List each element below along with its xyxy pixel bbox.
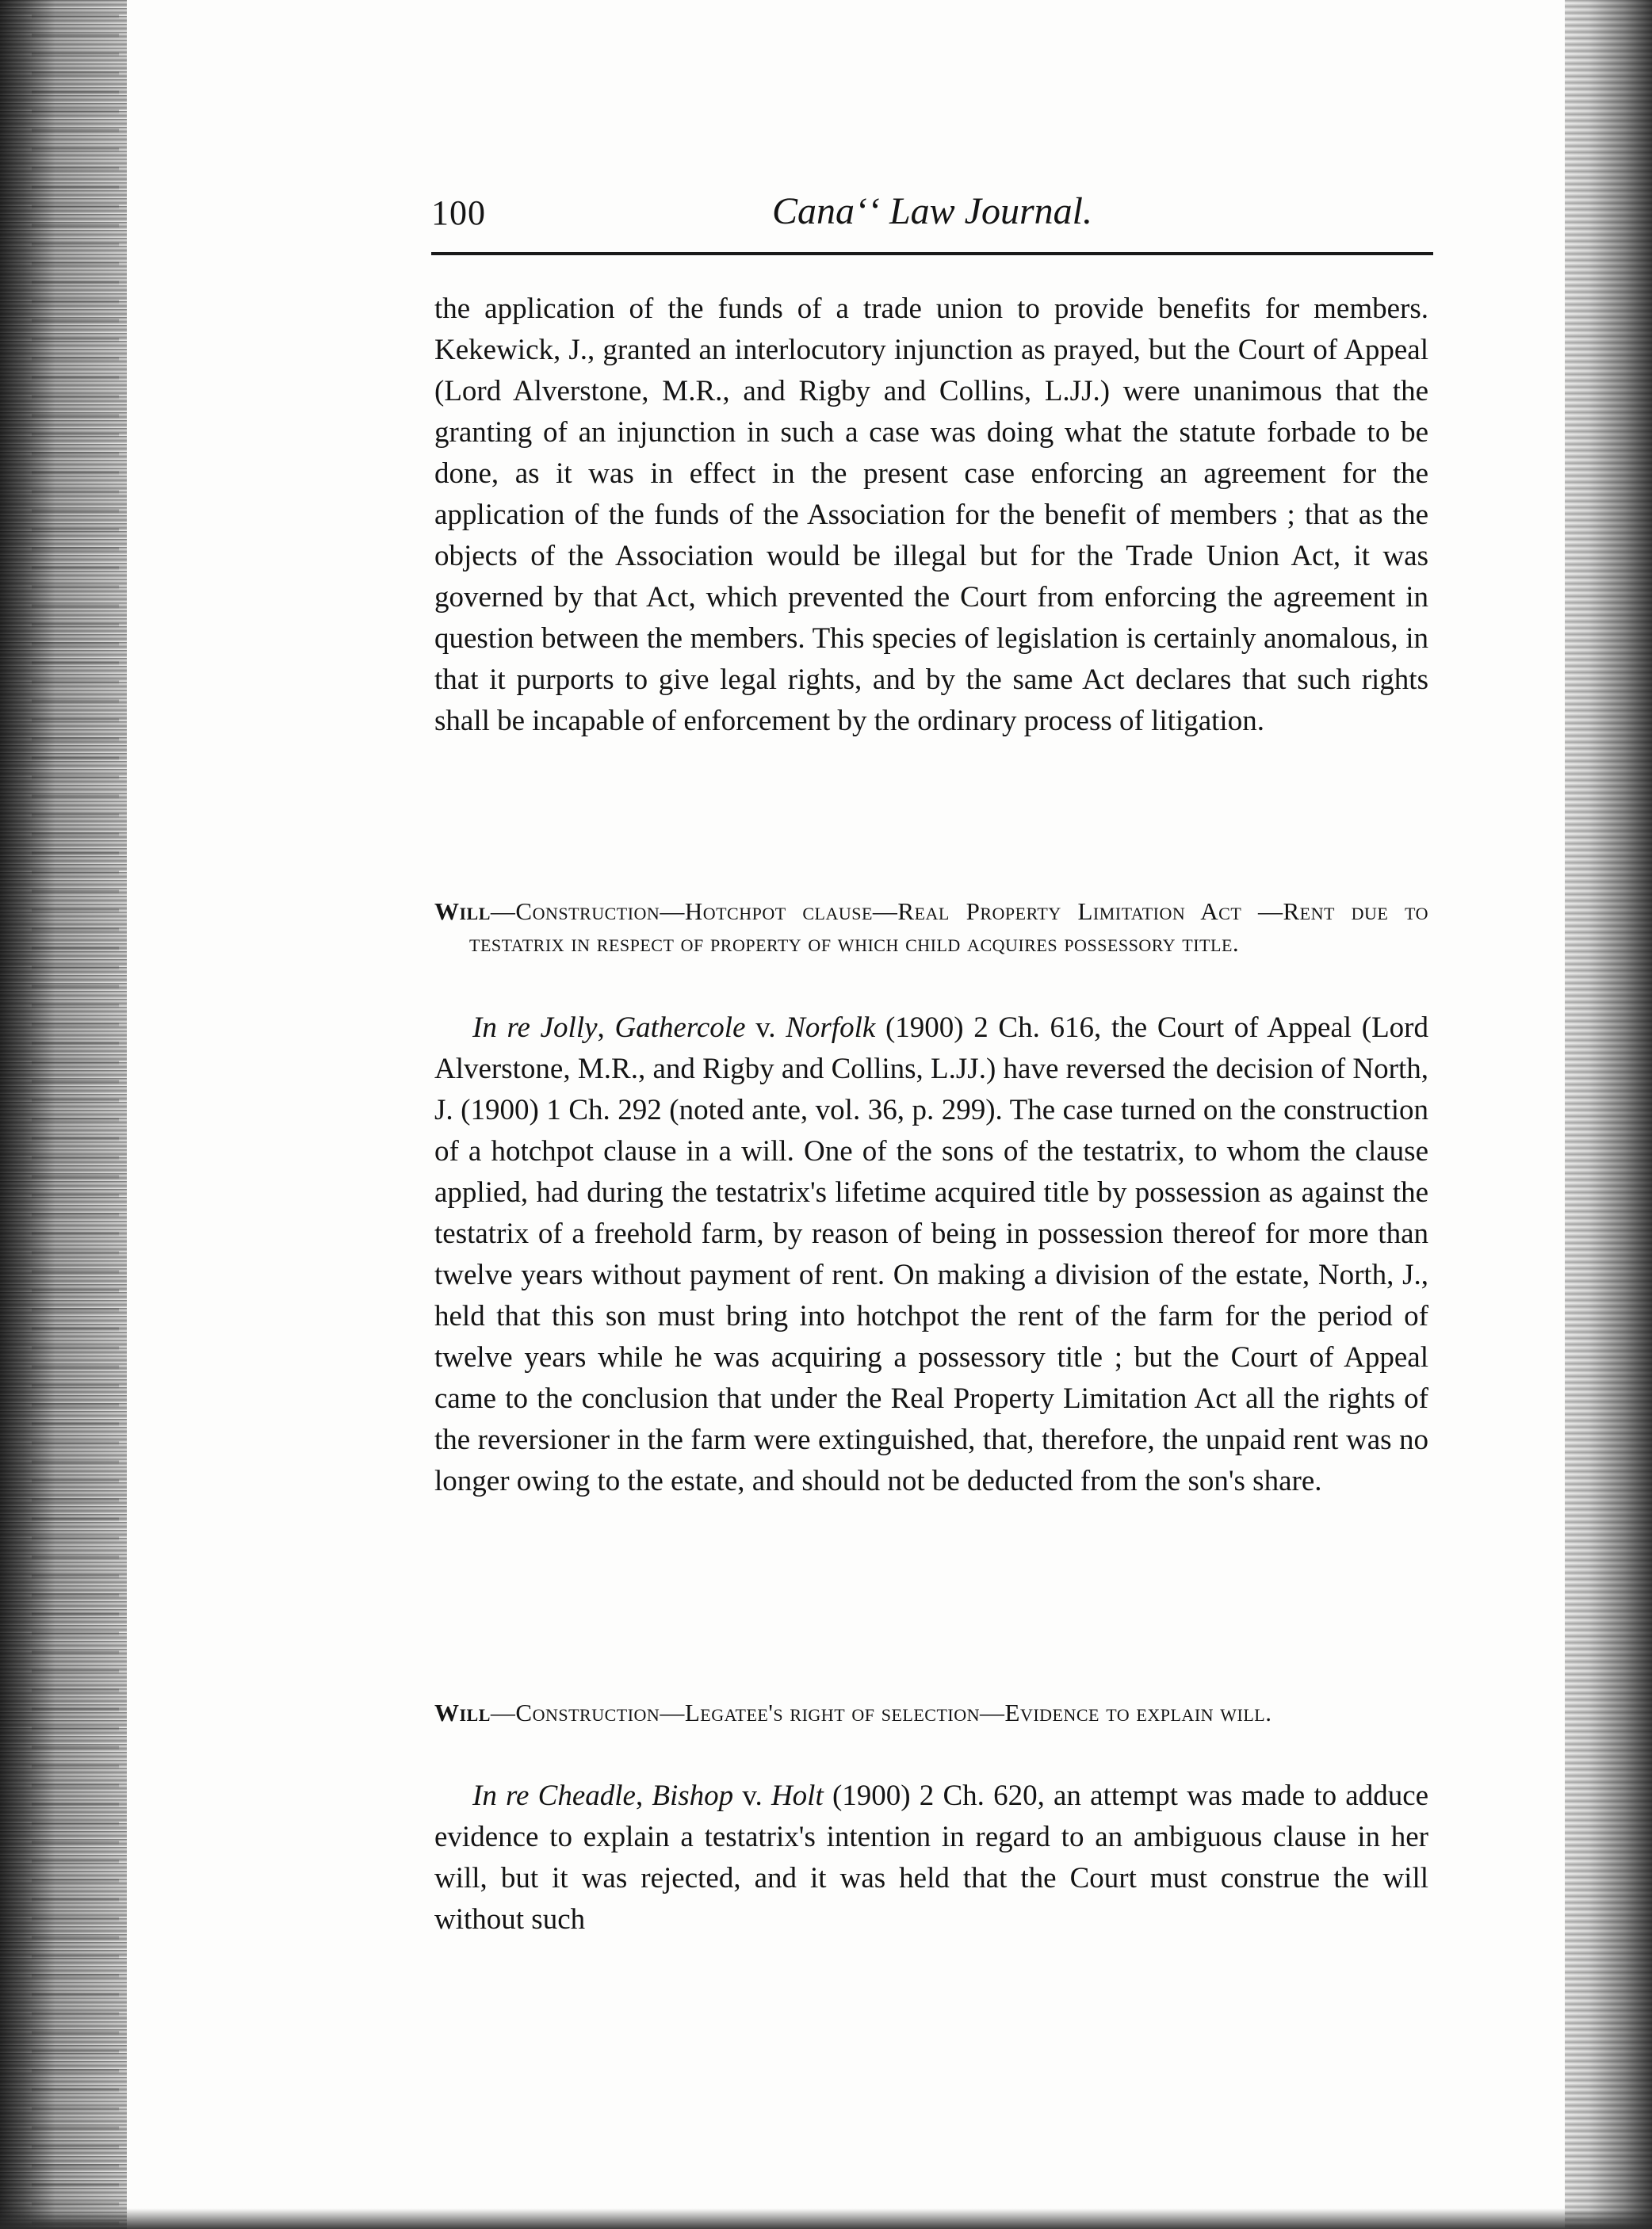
heading-lead: Will xyxy=(434,1699,491,1726)
running-title: Canaʻʻ Law Journal. xyxy=(771,190,1092,232)
versus: v. xyxy=(755,1011,776,1044)
case-party: Bishop xyxy=(652,1780,734,1812)
case-party: Holt xyxy=(771,1780,824,1812)
page-number: 100 xyxy=(431,193,486,232)
versus: v. xyxy=(742,1780,763,1812)
paragraph-cheadle-case: In re Cheadle, Bishop v. Holt (1900) 2 Ch. 620, an attempt was made to adduce evidence to explain a testatrix's intention in regard to an ambiguous clause in her will, but it was rejected, and it was held that the Court must construe the will without such xyxy=(434,1780,1429,1936)
page-header xyxy=(431,190,1433,248)
section-heading-selection xyxy=(434,1697,1428,1729)
case-name: In re Cheadle xyxy=(472,1780,636,1812)
header-rule xyxy=(431,252,1433,255)
case-party: Norfolk xyxy=(786,1011,876,1044)
paragraph-jolly-case: In re Jolly, Gathercole v. Norfolk (1900) 2 Ch. 616, the Court of Appeal (Lord Alverstone, M.R., and Rigby and Collins, L.JJ.) have reversed the decision of North, J. (1900) 1 Ch. 292 (noted ante, vol. 36, p. 299). The case turned on the construction of a hotchpot clause in a will. One of the sons of the testatrix, to whom the clause applied, had during the testatrix's lifetime acquired title by possession as against the testatrix of a freehold farm, by reason of being in possession thereof for more than twelve years without payment of rent. On making a division of the estate, North, J., held that this son must bring into hotchpot the rent of the farm for the period of twelve years while he was acquiring a possessory title ; but the Court of Appeal came to the conclusion that under the Real Property Limitation Act all the rights of the reversioner in the farm were extinguished, that, therefore, the unpaid rent was no longer owing to the estate, and should not be deducted from the son's share. xyxy=(434,1011,1428,1497)
scan-edge-left-texture xyxy=(32,0,119,2229)
paragraph-text: (1900) 2 Ch. 616, the Court of Appeal (Lord Alverstone, M.R., and Rigby and Collins, L.JJ.) have reversed the decision of North, J. (1900) 1 Ch. 292 (noted ante, vol. 36, p. 299). The case turned on the construction of a hotchpot clause in a will. One of the sons of the testatrix, to whom the clause applied, had during the testatrix's lifetime acquired title by possession as against the testatrix of a freehold farm, by reason of being in possession thereof for more than twelve years without payment of rent. On making a division of the estate, North, J., held that this son must bring into hotchpot the rent of the farm for the period of twelve years while he was acquiring a possessory title ; but the Court of Appeal came to the conclusion that under the Real Property Limitation Act all the rights of the reversioner in the farm were extinguished, that, therefore, the unpaid rent was no longer owing to the estate, and should not be deducted from the son's share. xyxy=(434,1011,1428,1497)
section-heading-hotchpot xyxy=(434,896,1428,959)
paragraph-text: (1900) 2 Ch. 620, an attempt was made to adduce evidence to explain a testatrix's intention in regard to an ambiguous clause in her will, but it was rejected, and it was held that the Court must construe the will without such xyxy=(434,1780,1429,1936)
heading-lead: Will xyxy=(434,897,491,925)
scan-edge-bottom xyxy=(0,2208,1652,2229)
paragraph-trade-union xyxy=(434,289,1428,742)
paragraph-text: the application of the funds of a trade union to provide benefits for members. Kekewick, J., granted an interlocutory injunction as prayed, but the Court of Appeal (Lord Alverstone, M.R., and Rigby and Collins, L.JJ.) were unanimous that the granting of an injunction in such a case was doing what the statute forbade to be done, as it was in effect in the present case enforcing an agreement for the application of the funds of the Association for the benefit of members ; that as the objects of the Association would be illegal but for the Trade Union Act, it was governed by that Act, which prevented the Court from enforcing the agreement in question between the members. This species of legislation is certainly anomalous, in that it purports to give legal rights, and by the same Act declares that such rights shall be incapable of enforcement by the ordinary process of litigation. xyxy=(434,292,1428,737)
case-party: Gathercole xyxy=(614,1011,746,1044)
scan-edge-right xyxy=(1565,0,1652,2229)
heading-rest: —Construction—Hotchpot clause—Real Property Limitation Act —Rent due to testatrix in respect of property of which child acquires possessory title. xyxy=(469,897,1428,957)
heading-rest: —Construction—Legatee's right of selection—Evidence to explain will. xyxy=(490,1699,1272,1726)
case-name: In re Jolly xyxy=(472,1011,598,1044)
